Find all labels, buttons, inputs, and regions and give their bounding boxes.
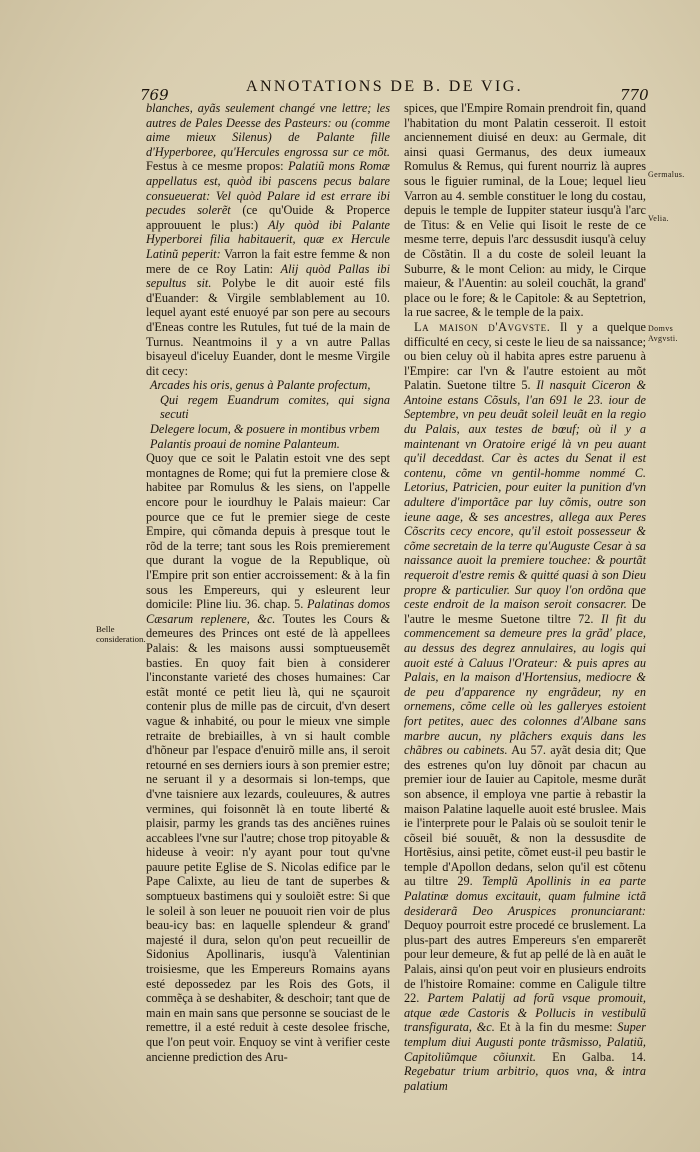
text-run: Festus à ce mesme propos: — [146, 159, 284, 174]
verse-line: Qui regem Euandrum comites, qui signa secuti — [160, 392, 390, 422]
verse-line: Palantis proaui de nomine Palanteum. — [150, 436, 340, 451]
left-text-column — [146, 101, 391, 1064]
paragraph — [404, 101, 646, 320]
right-text-column — [404, 101, 647, 1093]
text-run: Il nasquit Ciceron & Antoine estans Cõsuls, l'an 691 le 23. iour de Septembre, vn peu deuãt soleil leuãt en la regio du Palais, aux testes de bœuf; où il y a maintenant vn Oratoire erigé là vn peu auant qu'il deceddast. Car ès actes du Senat il est contenu, cõme vn gentil-homme nommé C. Letorius, Patricien, pour euiter la punition d'vn adultere d'importãce par luy cõmis, outre son ieune aage, & ses ancestres, allega aux Peres Cõscrits cecy encore, qu'il estoit possesseur & cõme secretain de la terre qu'Auguste Cesar à sa naissance auoit la premiere touchee: & pourtãt requeroit d'estre remis & quitté quasi à son Dieu propre & particulier. Sur quoy l'on ordõna que ceste endroit de la maison seroit consacrer. — [404, 378, 647, 612]
marginal-note-germalus: Germalus. — [648, 170, 685, 179]
verse-line: Arcades his oris, genus à Palante profectum, — [150, 378, 371, 393]
right-page-number: 770 — [620, 86, 649, 104]
text-run: Alij quòd Pallas ibi sepultus sit. — [146, 261, 390, 291]
text-run: Il y a quelque difficulté en cecy, si ceste le lieu de sa naissance; ou bien celuy où il habita apres estre paruenu à l'Empire: car l'vn & l'autre estoient au mõt Palatin. Suetone tiltre 5. — [404, 319, 646, 393]
text-run: Toutes les Cours & demeures des Princes ont esté de là appellees Palais: & les maisons aussi somptueusemẽt basties. En quoy fait bien à considerer l'inconstante varieté des choses humaines: Car estãt monté ce petit lieu là, qui ne sçauroit contenir plus de mille pas de circuit, d'vn desert vague & inhabité, ou pour le mieux vne simple retraite de brebiailles, à vn si hault comble d'hõneur par l'espace d'enuirõ mille ans, il seroit retourné en ses derniers iours à son premier estre; ne seruant il y a desormais si lon-temps, que d'vne taisniere aux lezards, couleuures, & autres vermines, qui foisonnẽt là en toute liberté & plaisir, parmy les grands tas des anciẽnes ruines accablees l'vne sur l'autre; chose trop pitoyable & hideuse à veoir: n'y ayant pour tout qu'vne pauure petite Eglise de S. Nicolas edifice par le Pape Calixte, au lieu de tant de superbes & somptueux bastimens qui y souloiẽt estre: Si que le soleil à son leuer ne pouuoit rien voir de plus beau-icy bas: en laquelle splendeur & grand' majesté il dura, selon qu'on peut recueillir de Sidonius Apollinaris, iusqu'à Valentinian troisiesme, que les Empereurs Romains ayans esté depossedez par les Rois des Gots, il commẽça à se deshabiter, & deschoir; tant que de main en main sans que personne se souciast de le remettre, il a esté reduit à ceste desolee frische, que l'on peut voir. Enquoy se vint à verifier ceste ancienne prediction des Aru- — [146, 611, 391, 1064]
text-run: Au 57. ayãt desia dit; Que des estrenes qu'on luy dõnoit par chacun au premier iour de Iauier au Capitole, mesme durãt son absence, il employa vne partie à rebastir la maison Palatine laquelle auoit esté bruslee. Mais ie l'interprete pour le Palais où se souloit tenir le cõseil bié souuẽt, & non la dessusdite de Hortẽsius, ainsi petite, cõmet eust-il peu bastir le temple d'Apollon dedans, selon qu'il est cõtenu au tiltre 29. — [404, 743, 646, 889]
marginal-note-domus-augusti: Domvs Avgvsti. — [648, 324, 678, 343]
text-run: blanches, ayãs seulement changé vne lettre; les autres de Pales Deesse des Pasteurs: ou (comme aime mieux Silenus) de Palante fille d'Hyperboree, qu'Hercules engrossa sur ce mõt. — [146, 101, 390, 159]
text-run: Templũ Apollinis in ea parte Palatinæ domus excitauit, quam fulmine ictã desiderarã Deo Aruspices pronunciarant: — [404, 874, 646, 918]
text-run: De l'autre le mesme Suetone tiltre 72. — [404, 597, 646, 626]
paragraph — [404, 320, 646, 1093]
left-page-number: 769 — [140, 86, 169, 104]
text-run: Aly quòd ibi Palante Hyperborei filia habitauerit, quæ ex Hercule Latinũ peperit: — [146, 217, 390, 261]
text-run: Super templum diui Augusti ponte trãsmisso, Palatiũ, Capitoliũmque cõiunxit. — [404, 1020, 646, 1064]
text-run: Quoy que ce soit le Palatin estoit vne des sept montagnes de Rome; qui fut la premiere close & habitee par Romulus & les siens, on l'appelle encore pour le iourdhuy le Palais maieur: Car pource que ce fut le premier siege de ceste Empire, qui cõmanda depuis à presque tout le rõd de la terre; tant sous les Rois premierement que durant la vogue de la Republique, où l'Empire prit son entier accroissement: & à la fin sous les Empereurs, qui y esleurent leur domicile: Pline liu. 36. chap. 5. — [146, 451, 390, 612]
text-run: En Galba. 14. — [552, 1049, 646, 1064]
paragraph — [146, 101, 390, 378]
text-run: Regebatur trium arbitrio, quos vna, & intra palatium — [404, 1064, 646, 1093]
running-head-title: ANNOTATIONS DE B. DE VIG. — [246, 78, 524, 95]
text-run: Partem Palatij ad forũ vsque promouit, atque æde Castoris & Pollucis in vestibulũ transfigurata, &c. — [404, 991, 646, 1035]
text-run: Il fit du commencement sa demeure pres la grãd' place, au dessus des degrez annulaires, au logis qui auoit esté à Caluus l'Orateur: & puis apres au Palais, en la maison d'Hortensius, mediocre & de peu d'apparence ny engrãdeur, ny en ornemens, cõme celle où les galleryes estoient fort petites, auec des colonnes d'Albane sans marbre aucun, ny plãchers exquis dans les chãbres ou cabinets. — [404, 611, 646, 758]
section-lead: La maison d'Avgvste. — [414, 319, 551, 334]
text-run: Polybe le dit auoir esté fils d'Euander: & Virgile semblablement au 10. lequel ayant esté enuoyé par son pere au secours d'Eneas contre les Rutules, fut tué de la main de Turnus. Neantmoins il y a vn autre Pallas bisayeul d'iceluy Euander, dont le mesme Virgile dit cecy: — [146, 276, 391, 378]
text-run: Palatinas domos Cæsarum replenere, &c. — [146, 597, 391, 626]
text-run: Et à la fin du mesme: — [499, 1020, 613, 1035]
marginal-note-velia: Velia. — [648, 214, 669, 223]
text-run: Varron la fait estre femme & non mere de ce Roy Latin: — [146, 246, 391, 276]
text-run: Dequoy pourroit estre procedé ce bruslement. La plus-part des autres Empereurs s'en emparerẽt pour leur demeure, & fut ap pellé de là en auãt le Palais, ainsi qu'on peut voir en plusieurs endroits de l'histoire Romaine: comme en Caligule tiltre 22. — [404, 918, 646, 1006]
text-run: spices, que l'Empire Romain prendroit fin, quand l'habitation du mont Palatin cesseroit. Il estoit anciennement diuisé en deux: au Germale, dit ainsi quasi Germanus, des deux iumeaux Romulus & Remus, qui furent nourriz là aupres sous le figuier ruminal, de la Loue; lequel lieu Varron au 4. semble constituer le long du costau, depuis le temple de Iuppiter stateur iusqu'à l'arc de Titus: & en Velie qui Iisoit le reste de ce mesme terre, depuis l'arc dessusdit iusqu'à celuy de Cõstãtin. Il a du coste de soleil leuant la Suburre, & le mont Celion: au midy, le Cirque maieur, & l'Auentin: au soleil couchãt, la grand' place ou le fore; & le Capitole: & au Septetrion, la rue sacree, & le temple de la paix. — [404, 101, 646, 320]
marginal-note-left: Belle consideration. — [96, 624, 146, 644]
text-run: Palatiũ mons Romæ appellatus est, quòd ibi pascens pecus balare consueuerat: Vel quòd Palare id est errare ibi pecudes solerẽt — [146, 159, 391, 218]
verse-line: Delegere locum, & posuere in montibus vrbem — [150, 422, 380, 437]
paragraph — [146, 451, 390, 1064]
text-run: (ce qu'Ouide & Properce approuuent le plus:) — [146, 203, 391, 232]
